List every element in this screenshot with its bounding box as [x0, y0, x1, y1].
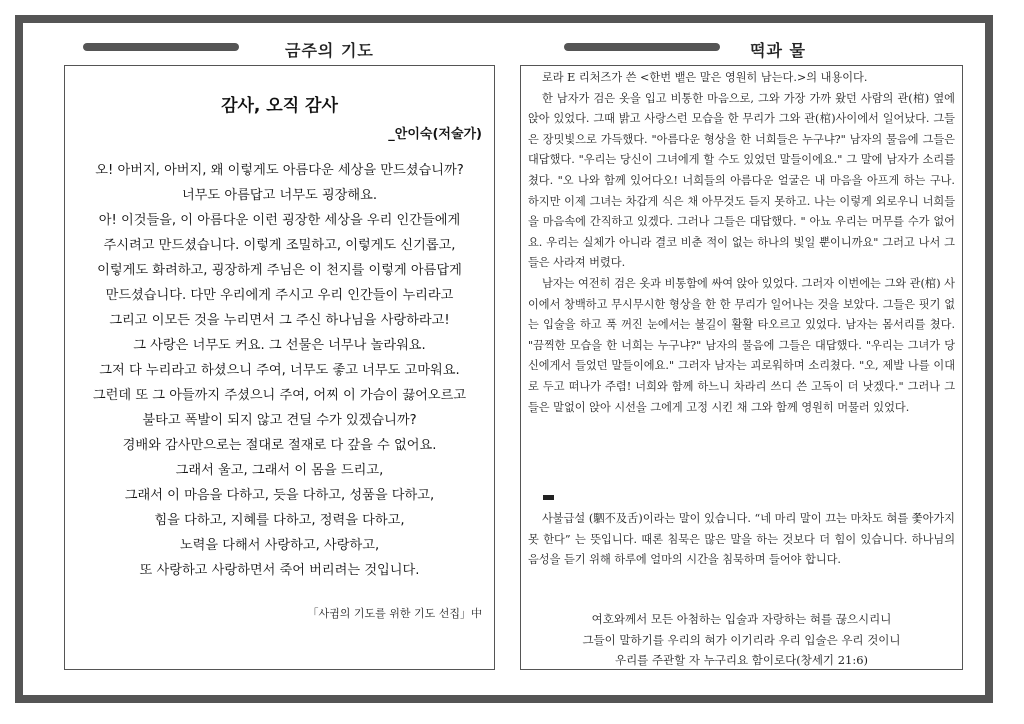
prayer-line: 오! 아버지, 아버지, 왜 이렇게도 아름다운 세상을 만드셨습니까? [95, 163, 464, 178]
left-header-title: 금주의 기도 [285, 41, 374, 60]
prayer-line: 그런데 또 그 아들까지 주셨으니 주여, 어찌 이 가슴이 끓어오르고 [92, 388, 467, 403]
prayer-line: 너무도 아름답고 너무도 굉장해요. [181, 188, 378, 203]
prayer-line: 노력을 다해서 사랑하고, 사랑하고, [179, 538, 380, 553]
story-body [528, 68, 955, 418]
story-paragraph: 한 남자가 검은 옷을 입고 비통한 마음으로, 그와 가장 가까 왔던 사람의 관(棺) 옆에 앉아 있었다. 그때 밝고 사랑스런 모습을 한 무리가 그와 관(棺)사이에서 일어났다. 그들은 장밋빛으로 가득했다. "아름다운 형상을 한 너희들은 누구냐?" 남자의 물음에 그들은 대답했다. "우리는 당신이 그녀에게 할 수도 있었던 말들이에요." 그 말에 남자가 소리를 쳤다. "오 나와 함께 있어다오! 너희들의 아름다운 얼굴은 내 마음을 아프게 하는 구나. 하지만 이제 그녀는 차갑게 식은 채 아무것도 듣지 못하고. 나는 이렇게 외로우니 너희들을 마음속에 간직하고 있겠다. 그러나 그들은 대답했다. " 아뇨 우리는 머무를 수가 없어요. 우리는 실체가 아니라 결코 비춘 적이 없는 하나의 빛일 뿐이니까요" 그러고 나서 그들은 사라져 버렸다. [528, 91, 955, 270]
right-header-bar [564, 43, 720, 51]
proverb-paragraph: 사불급설 (駟不及舌)이라는 말이 있습니다. “네 마리 말이 끄는 마차도 혀를 쫓아가지 못 한다” 는 뜻입니다. 때론 침묵은 많은 말을 하는 것보다 더 힘이 있습니다. 하나님의 음성을 듣기 위해 하루에 얼마의 시간을 침묵하며 들어야 합니다. [528, 512, 955, 567]
prayer-line: 그 사랑은 너무도 커요. 그 선물은 너무나 놀라워요. [133, 338, 426, 353]
prayer-line: 아! 이것들을, 이 아름다운 이런 굉장한 세상을 우리 인간들에게 [98, 213, 461, 228]
prayer-line: 이렇게도 화려하고, 굉장하게 주님은 이 천지를 이렇게 아름답게 [97, 263, 462, 278]
prayer-line: 힘을 다하고, 지혜를 다하고, 정력을 다하고, [154, 513, 405, 528]
prayer-line: 그래서 울고, 그래서 이 몸을 드리고, [175, 463, 384, 478]
story-paragraph: 로라 E 리처즈가 쓴 <한번 뱉은 말은 영원히 남는다.>의 내용이다. [542, 71, 868, 84]
verse-line: 우리를 주관할 자 누구리요 함이로다(창세기 21:6) [614, 653, 869, 667]
verse-line: 그들이 말하기를 우리의 혀가 이기리라 우리 입술은 우리 것이니 [582, 632, 901, 647]
story-paragraph: 남자는 여전히 검은 옷과 비통함에 싸여 앉아 있었다. 그러자 이번에는 그와 관(棺) 사이에서 창백하고 무시무시한 형상을 한 한 무리가 일어나는 것을 보았다. 그들은 핏기 없는 입술을 하고 푹 꺼진 눈에서는 불길이 활활 타오르고 있었다. 남자는 몸서리를 쳤다. "끔찍한 모습을 한 너희는 누구냐?" 남자의 물음에 그들은 대답했다. "우리는 그녀가 당신에게서 들었던 말들이에요." 그러자 남자는 괴로워하며 소리쳤다. "오, 제발 나를 이대로 두고 떠나가 주렴! 너희와 함께 하느니 차라리 쓰디 쓴 고독이 더 낫겠다." 그러나 그들은 말없이 앉아 시선을 그에게 고정 시킨 채 그와 함께 영원히 머물러 있었다. [528, 276, 955, 414]
prayer-line: 그리고 이모든 것을 누리면서 그 주신 하나님을 사랑하라고! [109, 313, 450, 328]
prayer-line: 또 사랑하고 사랑하면서 죽어 버리려는 것입니다. [139, 563, 420, 578]
story-panel [520, 65, 963, 670]
prayer-line: 경배와 감사만으로는 절대로 절재로 다 갚을 수 없어요. [122, 438, 437, 453]
prayer-author: _안이숙(저술가) [388, 127, 482, 142]
prayer-line: 불타고 폭발이 되지 않고 견딜 수가 있겠습니까? [142, 413, 417, 428]
prayer-source: 「사귐의 기도를 위한 기도 선집」中 [307, 607, 482, 620]
verse-line: 여호와께서 모든 아첨하는 입술과 자랑하는 혀를 끊으시리니 [591, 612, 892, 626]
prayer-title: 감사, 오직 감사 [221, 96, 338, 116]
section-marker [543, 495, 554, 500]
prayer-panel [64, 65, 495, 670]
prayer-line: 그저 다 누리라고 하셨으니 주여, 너무도 좋고 너무도 고마워요. [99, 363, 460, 378]
scripture-verse [521, 609, 962, 671]
prayer-line: 만드셨습니다. 다만 우리에게 주시고 우리 인간들이 누리라고 [105, 288, 454, 303]
left-header-bar [83, 43, 239, 51]
prayer-line: 주시려고 만드셨습니다. 이렇게 조밀하고, 이렇게도 신기롭고, [103, 238, 456, 253]
prayer-body [71, 158, 488, 583]
right-header-title: 떡과 물 [750, 41, 806, 60]
prayer-line: 그래서 이 마음을 다하고, 듯을 다하고, 성품을 다하고, [124, 488, 435, 503]
